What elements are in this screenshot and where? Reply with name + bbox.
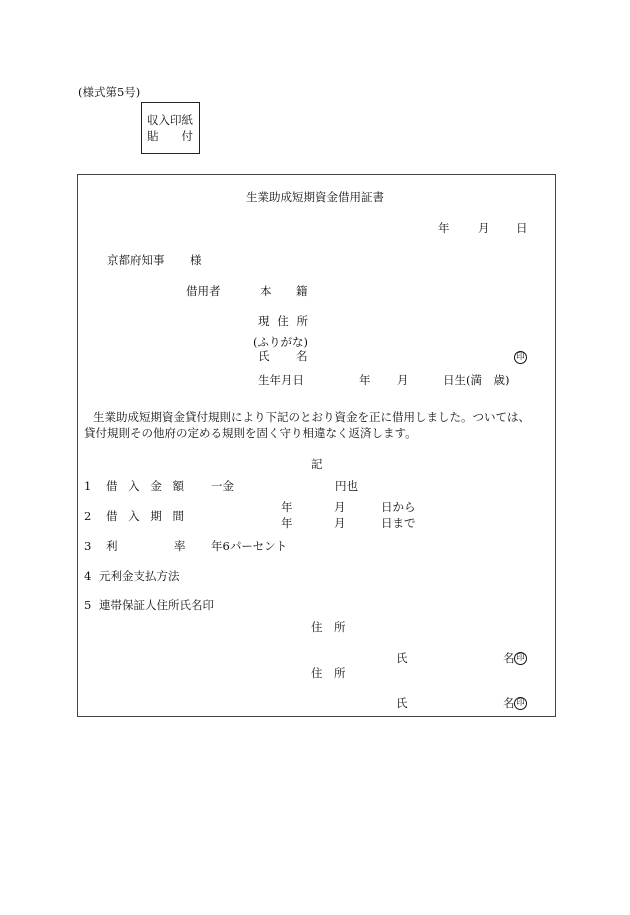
interest-rate-value: 年6パーセント	[211, 539, 288, 553]
date-year: 年	[438, 221, 450, 235]
guarantor-address-char: 住	[311, 620, 323, 634]
birth-day-age: 日生(満 歳)	[443, 373, 510, 387]
label-char: 借	[106, 479, 118, 493]
address-char: 所	[296, 314, 308, 328]
guarantor-address-char: 住	[311, 666, 323, 680]
item-number: 1	[84, 479, 92, 493]
item-number: 4	[84, 569, 92, 583]
address-char: 住	[277, 314, 289, 328]
period-from-day: 日から	[381, 500, 416, 514]
address-char: 現	[258, 314, 270, 328]
item-number: 2	[84, 509, 92, 523]
period-to-year: 年	[281, 516, 293, 530]
addressee-name: 京都府知事	[107, 253, 165, 267]
repayment-method-label: 元利金支払方法	[99, 569, 180, 583]
label-char: 借	[106, 509, 118, 523]
period-to-month: 月	[334, 516, 346, 530]
label-char: 間	[172, 509, 184, 523]
date-month: 月	[478, 221, 490, 235]
name-char: 名	[296, 349, 308, 363]
guarantor-name-char: 氏	[396, 651, 408, 665]
item-number: 3	[84, 539, 92, 553]
guarantor-name-char: 名	[503, 696, 515, 710]
stamp-label-line1: 収入印紙	[147, 113, 193, 127]
period-from-month: 月	[334, 500, 346, 514]
stamp-label-char: 貼	[147, 129, 159, 143]
current-address-label	[258, 315, 308, 329]
guarantor-name-char: 氏	[396, 696, 408, 710]
date-day: 日	[516, 221, 528, 235]
furigana-label: (ふりがな)	[253, 335, 308, 349]
loan-period-label	[106, 510, 184, 524]
document-title: 生業助成短期資金借用証書	[246, 190, 384, 204]
domicile-char: 籍	[296, 284, 308, 298]
birth-month: 月	[397, 373, 409, 387]
amount-prefix: 一金	[211, 479, 234, 493]
item-number: 5	[84, 598, 92, 612]
name-char: 氏	[258, 349, 270, 363]
loan-amount-label	[106, 480, 184, 494]
statement-line1: 生業助成短期資金貸付規則により下記のとおり資金を正に借用しました。ついては、	[93, 410, 530, 424]
borrower-label: 借用者	[186, 284, 221, 298]
guarantor-seal-icon: 印	[514, 652, 527, 665]
addressee-honorific: 様	[190, 253, 202, 267]
revenue-stamp-box	[141, 102, 200, 154]
guarantor-seal-icon: 印	[514, 697, 527, 710]
rate-label-char: 率	[174, 539, 186, 553]
label-char: 期	[150, 509, 162, 523]
birthdate-label: 生年月日	[258, 373, 304, 387]
stamp-label-line2	[147, 130, 193, 144]
ki-heading: 記	[311, 457, 323, 471]
statement-line2: 貸付規則その他府の定める規則を固く守り相違なく返済します。	[84, 426, 417, 440]
guarantor-name-char: 名	[503, 651, 515, 665]
guarantor-label: 連帯保証人住所氏名印	[99, 598, 214, 612]
period-from-year: 年	[281, 500, 293, 514]
rate-label-char: 利	[106, 539, 118, 553]
stamp-label-char: 付	[181, 129, 193, 143]
domicile-char: 本	[260, 284, 272, 298]
label-char: 金	[150, 479, 162, 493]
form-number: (様式第5号)	[78, 85, 141, 99]
borrower-seal-icon: 印	[514, 351, 527, 364]
guarantor-address-char: 所	[334, 620, 346, 634]
period-to-day: 日まで	[381, 516, 416, 530]
label-char: 入	[128, 509, 140, 523]
amount-suffix: 円也	[335, 479, 358, 493]
label-char: 額	[172, 479, 184, 493]
guarantor-address-char: 所	[334, 666, 346, 680]
birth-year: 年	[359, 373, 371, 387]
label-char: 入	[128, 479, 140, 493]
